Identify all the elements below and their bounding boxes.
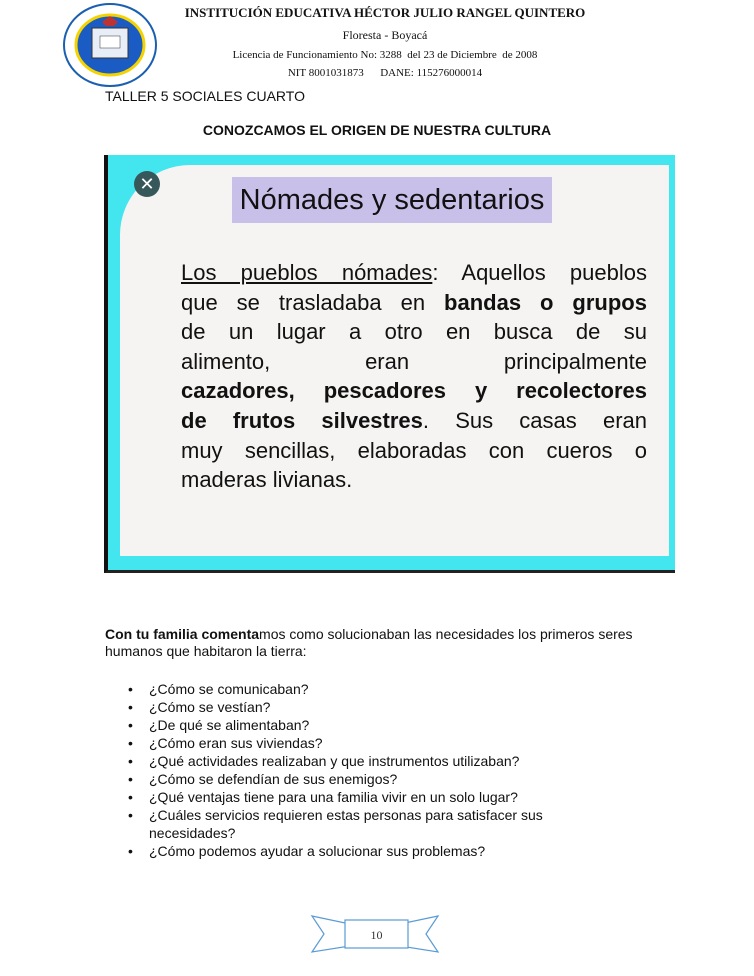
underlined-text: Los pueblos nómades	[181, 260, 433, 285]
slide-panel	[120, 165, 669, 556]
slide-image	[104, 155, 675, 573]
question-item: • ¿Cómo se vestían?	[128, 698, 608, 716]
slide-line	[181, 436, 647, 466]
license-info: Licencia de Funcionamiento No: 3288 del 23 de Diciembre de 2008	[232, 49, 538, 61]
slide-heading: Nómades y sedentarios	[232, 177, 552, 223]
question-item: • ¿Qué actividades realizaban y que instrumentos utilizaban?	[128, 752, 608, 770]
slide-line	[181, 347, 647, 377]
page-number: 10	[370, 928, 383, 942]
question-item: • ¿Cómo podemos ayudar a solucionar sus problemas?	[128, 842, 608, 860]
question-item: • ¿De qué se alimentaban?	[128, 716, 608, 734]
school-logo	[62, 2, 158, 88]
question-item: • ¿Cómo se defendían de sus enemigos?	[128, 770, 608, 788]
slide-line	[181, 258, 647, 288]
intro-paragraph	[105, 626, 645, 660]
question-list	[128, 680, 608, 860]
text: muy sencillas, elaboradas con cueros o	[181, 437, 647, 463]
bold-text: bandas o grupos	[444, 289, 647, 315]
workshop-label: TALLER 5 SOCIALES CUARTO	[105, 88, 305, 104]
text: que se trasladaba en	[181, 289, 445, 315]
institution-name: INSTITUCIÓN EDUCATIVA HÉCTOR JULIO RANGEL QUINTERO	[184, 5, 586, 20]
close-icon[interactable]: ✕	[134, 171, 160, 197]
bold-text: cazadores, pescadores y recolectores	[181, 378, 647, 404]
slide-line	[181, 465, 647, 495]
nit-dane: NIT 8001031873 DANE: 115276000014	[287, 67, 483, 79]
text: de un lugar a otro en busca de su	[181, 319, 647, 345]
question-item: • ¿Qué ventajas tiene para una familia vivir en un solo lugar?	[128, 788, 608, 806]
text: maderas livianas.	[181, 467, 353, 493]
slide-line	[181, 376, 647, 406]
text: alimento, eran principalmente	[181, 348, 647, 374]
intro-bold: Con tu familia comenta	[105, 626, 260, 642]
institution-location: Floresta - Boyacá	[342, 28, 428, 42]
question-item: • ¿Cómo eran sus viviendas?	[128, 734, 608, 752]
slide-line	[181, 406, 647, 436]
page-title: CONOZCAMOS EL ORIGEN DE NUESTRA CULTURA	[202, 122, 552, 138]
intro-rest: mos como solucionaban las necesidades los primeros seres humanos que habitaron la tierra:	[105, 626, 633, 659]
text: . Sus casas eran	[422, 408, 647, 433]
text: : Aquellos pueblos	[432, 260, 647, 285]
bold-text: de frutos silvestres	[181, 408, 423, 433]
slide-line	[181, 288, 647, 318]
question-item: • ¿Cómo se comunicaban?	[128, 680, 608, 698]
question-item: • ¿Cuáles servicios requieren estas personas para satisfacer sus necesidades?	[128, 806, 608, 842]
slide-line	[181, 317, 647, 347]
